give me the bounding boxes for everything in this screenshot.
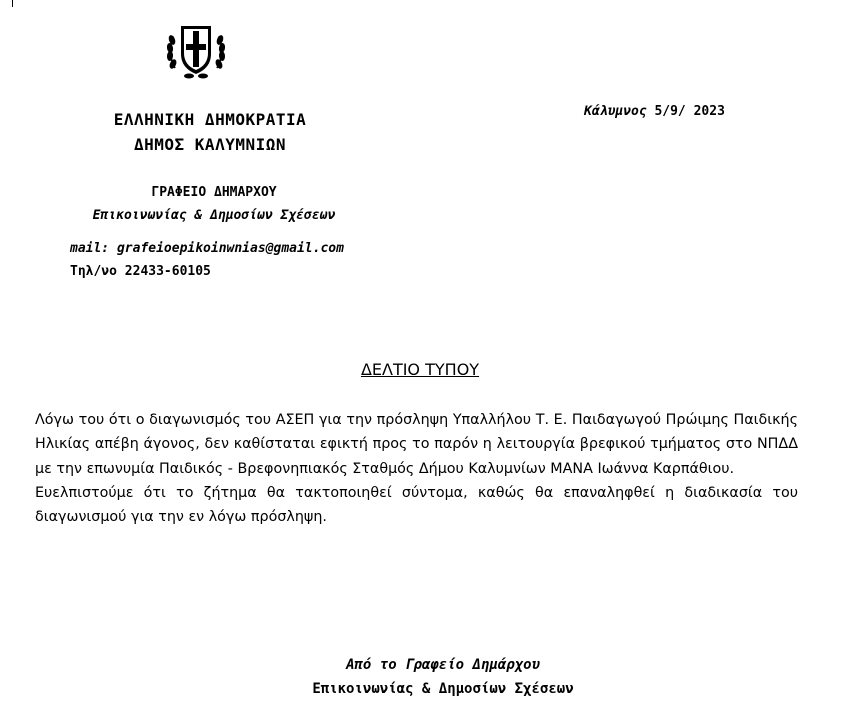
date-value: 5/9/ 2023 xyxy=(646,104,725,119)
header-department: Επικοινωνίας & Δημοσίων Σχέσεων xyxy=(92,208,336,223)
date-place: Κάλυμνος xyxy=(584,104,647,119)
header-republic: ΕΛΛΗΝΙΚΗ ΔΗΜΟΚΡΑΤΙΑ xyxy=(113,110,307,129)
document-date xyxy=(584,104,725,119)
contact-email: mail: grafeioepikoinwnias@gmail.com xyxy=(70,241,344,256)
body-paragraph-2: Ευελπιστούμε ότι το ζήτημα θα τακτοποιηθεί σύντομα, καθώς θα επαναληφθεί η διαδικασία του διαγωνισμού για την εν λόγω πρόσληψη. xyxy=(35,484,798,526)
greek-coat-of-arms-icon xyxy=(163,18,229,84)
text-cursor xyxy=(12,0,13,7)
signature-line-2: Επικοινωνίας & Δημοσίων Σχέσεων xyxy=(312,681,574,697)
signature-line-1: Από το Γραφείο Δημάρχου xyxy=(346,657,540,673)
document-body xyxy=(35,408,798,529)
contact-phone: Τηλ/νο 22433-60105 xyxy=(70,264,211,279)
header-office: ΓΡΑΦΕΙΟ ΔΗΜΑΡΧΟΥ xyxy=(151,185,277,200)
body-paragraph-1: Λόγω του ότι ο διαγωνισμός του ΑΣΕΠ για την πρόσληψη Υπαλλήλου Τ. Ε. Παιδαγωγού Πρώιμης Παιδικής Ηλικίας απέβη άγονος, δεν καθίσταται εφικτή προς το παρόν η λειτουργία βρεφικού τμήματος στο ΝΠΔΔ με την επωνυμία Παιδικός - Βρεφονηπιακός Σταθμός Δήμου Καλυμνίων ΜΑΝΑ Ιωάννα Καρπάθιου. xyxy=(35,412,798,477)
document-title: ΔΕΛΤΙΟ ΤΥΠΟΥ xyxy=(360,360,480,379)
header-municipality: ΔΗΜΟΣ ΚΑΛΥΜΝΙΩΝ xyxy=(134,135,286,154)
